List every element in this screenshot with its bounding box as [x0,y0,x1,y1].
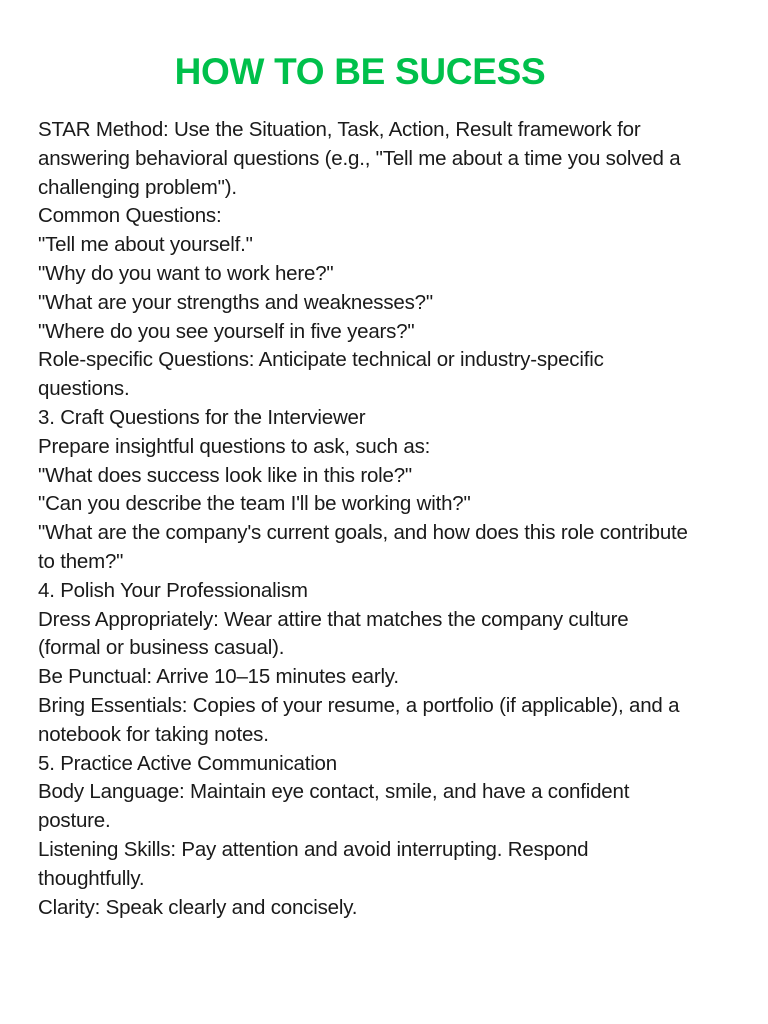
text-line: Role-specific Questions: Anticipate technical or industry-specific [38,348,604,372]
text-line: to them?" [38,549,124,573]
section-heading: 5. Practice Active Communication [38,751,337,775]
text-line: Common Questions: [38,204,222,228]
page-title: HOW TO BE SUCESS [174,51,546,92]
text-line: challenging problem"). [38,175,237,199]
text-line: questions. [38,377,130,401]
text-line: Be Punctual: Arrive 10–15 minutes early. [38,665,399,689]
section-heading: 4. Polish Your Professionalism [38,578,308,602]
text-line: Listening Skills: Pay attention and avoid interrupting. Respond [38,837,589,861]
text-line: Clarity: Speak clearly and concisely. [38,895,358,919]
text-line: "Tell me about yourself." [38,233,253,257]
text-line: STAR Method: Use the Situation, Task, Action, Result framework for [38,118,641,141]
text-line: Body Language: Maintain eye contact, smile, and have a confident [38,780,630,804]
text-line: posture. [38,809,111,833]
text-line: Prepare insightful questions to ask, such as: [38,434,431,458]
text-line: Bring Essentials: Copies of your resume, a portfolio (if applicable), and a [38,693,680,717]
text-line: (formal or business casual). [38,636,285,660]
text-line: answering behavioral questions (e.g., "Tell me about a time you solved a [38,146,681,170]
text-line: notebook for taking notes. [38,722,269,746]
text-line: Dress Appropriately: Wear attire that matches the company culture [38,607,629,631]
text-line: thoughtfully. [38,866,145,890]
text-line: "What are the company's current goals, and how does this role contribute [38,521,688,545]
text-line: "Where do you see yourself in five years?" [38,319,415,343]
text-line: "What does success look like in this role?" [38,463,412,487]
text-line: "Why do you want to work here?" [38,261,334,285]
text-line: "What are your strengths and weaknesses?" [38,290,433,314]
document-body [38,116,738,922]
text-line: "Can you describe the team I'll be working with?" [38,492,471,516]
section-heading: 3. Craft Questions for the Interviewer [38,405,366,429]
